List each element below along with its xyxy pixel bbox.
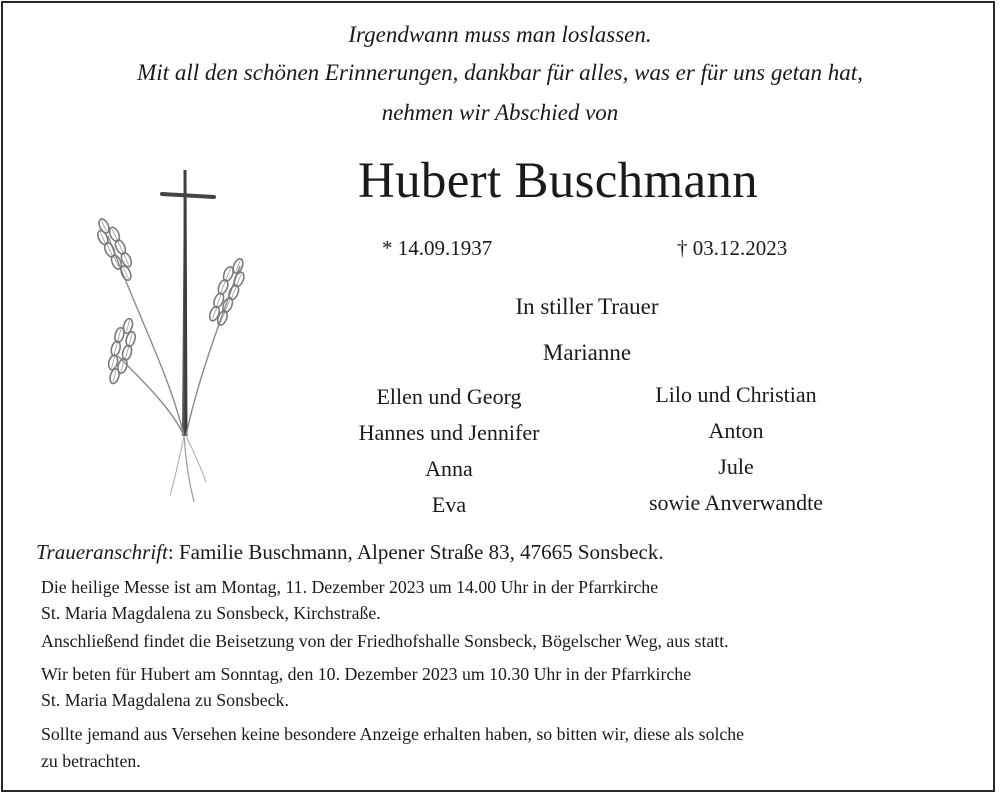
mourning-address	[36, 540, 664, 565]
mourner-left-3: Anna	[425, 456, 473, 481]
mourner-right-1: Lilo und Christian	[655, 382, 817, 407]
mourner-right-3: Jule	[718, 454, 754, 479]
address-label: Traueranschrift	[36, 540, 168, 564]
paragraph-prayer-line-2: St. Maria Magdalena zu Sonsbeck.	[41, 690, 289, 710]
mourner-left-4: Eva	[431, 492, 467, 517]
mourner-right-2: Anton	[708, 418, 764, 443]
mourner-right-4: sowie Anverwandte	[648, 490, 824, 515]
spouse-name: Marianne	[542, 340, 632, 365]
paragraph-mass-line-1: Die heilige Messe ist am Montag, 11. Dezember 2023 um 14.00 Uhr in der Pfarrkirche	[41, 577, 659, 597]
mourner-left-2: Hannes und Jennifer	[358, 420, 540, 445]
deceased-name: Hubert Buschmann	[358, 153, 758, 209]
paragraph-mass-line-3: Anschließend findet die Beisetzung von der Friedhofshalle Sonsbeck, Bögelscher Weg, aus statt.	[41, 631, 729, 651]
paragraph-notice-line-1: Sollte jemand aus Versehen keine besondere Anzeige erhalten haben, so bitten wir, diese als solche	[41, 724, 745, 744]
address-text: : Familie Buschmann, Alpener Straße 83, 47665 Sonsbeck.	[167, 540, 664, 564]
motto-line-2: Mit all den schönen Erinnerungen, dankbar für alles, was er für uns getan hat,	[137, 60, 863, 85]
paragraph-prayer-line-1: Wir beten für Hubert am Sonntag, den 10. Dezember 2023 um 10.30 Uhr in der Pfarrkirche	[41, 664, 692, 684]
motto-line-1: Irgendwann muss man loslassen.	[348, 22, 652, 47]
cross-with-wheat-icon	[78, 166, 258, 510]
paragraph-mass-line-2: St. Maria Magdalena zu Sonsbeck, Kirchstraße.	[41, 603, 381, 623]
mourner-left-1: Ellen und Georg	[376, 384, 522, 409]
mourning-intro: In stiller Trauer	[515, 294, 659, 319]
death-date: † 03.12.2023	[677, 236, 788, 260]
motto-line-3: nehmen wir Abschied von	[381, 100, 619, 125]
birth-date: * 14.09.1937	[382, 236, 493, 260]
paragraph-notice-line-2: zu betrachten.	[41, 751, 141, 771]
